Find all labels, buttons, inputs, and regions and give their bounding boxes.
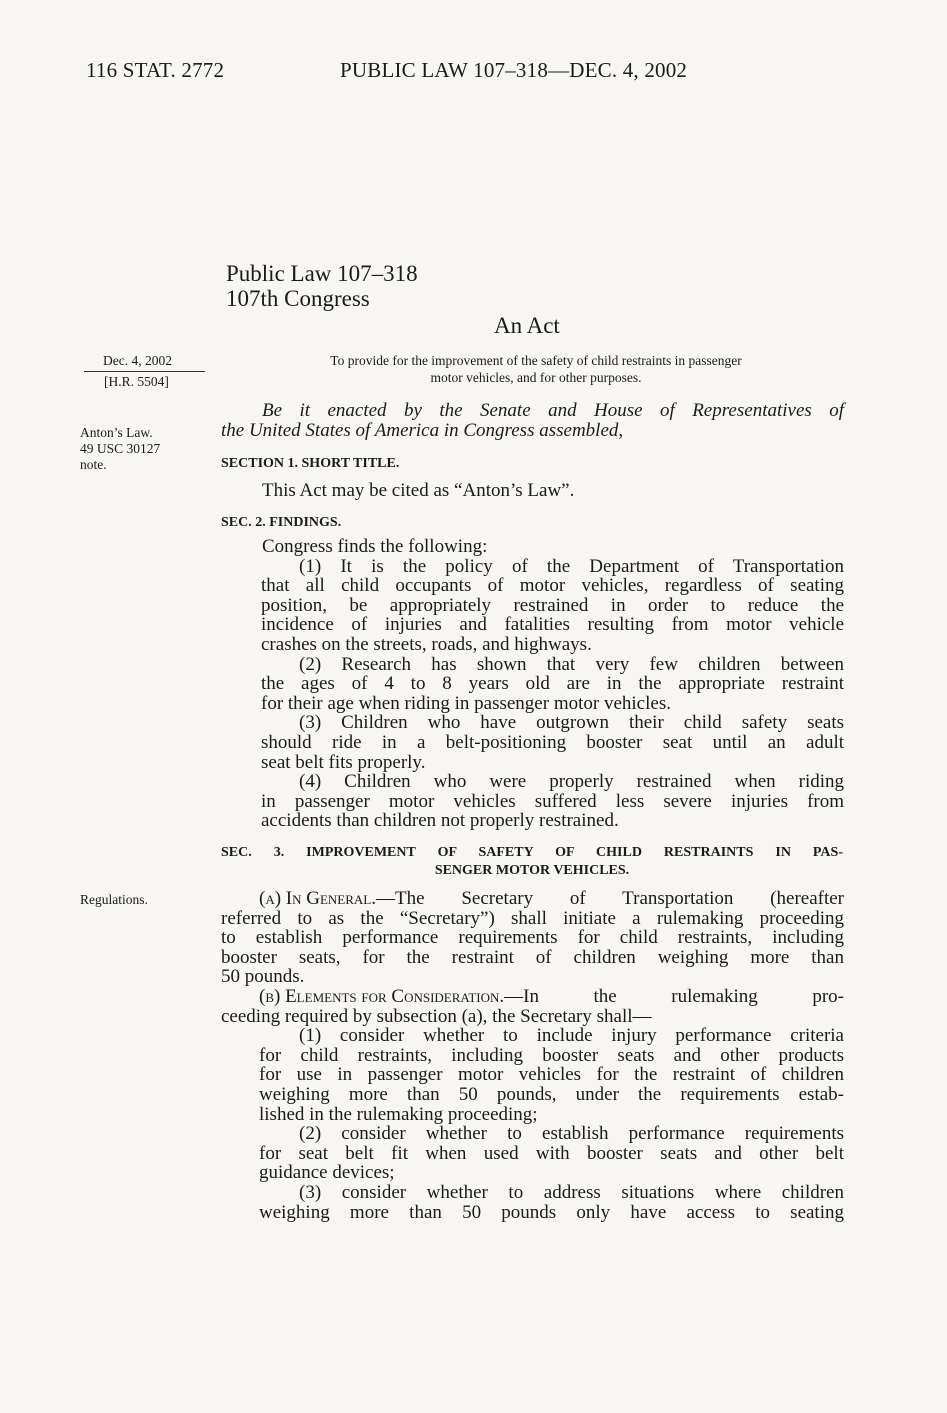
text-line: (4) Children who were properly restrained when riding: [299, 771, 844, 793]
text-line: position, be appropriately restrained in order to reduce the: [261, 594, 844, 616]
text-line: (1) consider whether to include injury performance criteria: [299, 1025, 844, 1047]
margin-regulations: Regulations.: [80, 892, 148, 907]
margin-rule: [84, 371, 205, 372]
margin-note: note.: [80, 457, 107, 472]
margin-short-title: Anton’s Law.: [80, 425, 153, 440]
text-line: for child restraints, including booster seats and other products: [259, 1044, 844, 1066]
enacting-clause-line: Be it enacted by the Senate and House of Representatives of: [262, 400, 844, 421]
enacting-clause-line: the United States of America in Congress assembled,: [221, 420, 624, 441]
text-line: guidance devices;: [259, 1162, 395, 1184]
margin-date: Dec. 4, 2002: [103, 353, 172, 368]
margin-bill: [H.R. 5504]: [104, 374, 169, 389]
section-3-heading-cont: SENGER MOTOR VEHICLES.: [434, 863, 630, 878]
text-line: —In the rulemaking pro-: [504, 985, 844, 1007]
text-line: to establish performance requirements for child restraints, including: [221, 927, 844, 949]
act-label: An Act: [494, 313, 560, 338]
section-1-heading: SECTION 1. SHORT TITLE.: [221, 456, 400, 471]
margin-usc-cite: 49 USC 30127: [80, 441, 161, 456]
text-line: (2) consider whether to establish performance requirements: [299, 1123, 844, 1145]
text-line: accidents than children not properly restrained.: [261, 810, 619, 832]
congress: 107th Congress: [226, 286, 370, 311]
running-title: PUBLIC LAW 107–318—DEC. 4, 2002: [340, 58, 688, 82]
text-line: the ages of 4 to 8 years old are in the appropriate restraint: [261, 673, 844, 695]
text-line: that all child occupants of motor vehicles, regardless of seating: [261, 575, 844, 597]
subsection-a-label: (a) In General.: [259, 888, 376, 909]
subsection-b-label: (b) Elements for Consideration.: [259, 985, 505, 1007]
text-line: weighing more than 50 pounds, under the requirements estab-: [259, 1083, 844, 1105]
text-line: should ride in a belt-positioning booster seat until an adult: [261, 731, 844, 753]
text-line: in passenger motor vehicles suffered less severe injuries from: [261, 790, 844, 812]
text-line: crashes on the streets, roads, and highways.: [261, 633, 592, 655]
text-line: —The Secretary of Transportation (hereafter: [376, 888, 844, 909]
purpose-line: motor vehicles, and for other purposes.: [430, 370, 642, 385]
text-line: booster seats, for the restraint of children weighing more than: [221, 946, 844, 968]
subsection-a-first-line: [221, 889, 844, 909]
text-line: ceeding required by subsection (a), the Secretary shall—: [221, 1005, 652, 1027]
text-line: Congress finds the following:: [262, 536, 488, 557]
text-line: (3) Children who have outgrown their child safety seats: [299, 712, 844, 734]
section-3-body: [221, 889, 844, 1222]
section-2-heading: SEC. 2. FINDINGS.: [221, 515, 342, 530]
text-line: (1) It is the policy of the Department of Transportation: [299, 555, 844, 577]
purpose-line: To provide for the improvement of the safety of child restraints in passenger: [330, 353, 742, 368]
subsection-b-first-line: [221, 987, 844, 1007]
text-line: lished in the rulemaking proceeding;: [259, 1103, 538, 1125]
text-line: for their age when riding in passenger motor vehicles.: [261, 692, 671, 714]
text-line: for seat belt fit when used with booster seats and other belt: [259, 1142, 844, 1164]
text-line: (3) consider whether to address situations where children: [299, 1181, 844, 1203]
section-3-heading: SEC. 3. IMPROVEMENT OF SAFETY OF CHILD RESTRAINTS IN PAS-: [221, 845, 843, 860]
text-line: for use in passenger motor vehicles for the restraint of children: [259, 1064, 844, 1086]
page-reference: 116 STAT. 2772: [86, 58, 225, 82]
text-line: incidence of injuries and fatalities resulting from motor vehicle: [261, 614, 844, 636]
section-1-text: This Act may be cited as “Anton’s Law”.: [262, 480, 575, 501]
text-line: 50 pounds.: [221, 966, 305, 988]
purpose: [226, 352, 846, 386]
text-line: referred to as the “Secretary”) shall initiate a rulemaking proceeding: [221, 907, 844, 929]
text-line: (2) Research has shown that very few children between: [299, 653, 844, 675]
text-line: weighing more than 50 pounds only have access to seating: [259, 1201, 844, 1223]
text-line: seat belt fits properly.: [261, 751, 426, 773]
section-2-body: [221, 537, 844, 831]
law-number: Public Law 107–318: [226, 261, 418, 286]
